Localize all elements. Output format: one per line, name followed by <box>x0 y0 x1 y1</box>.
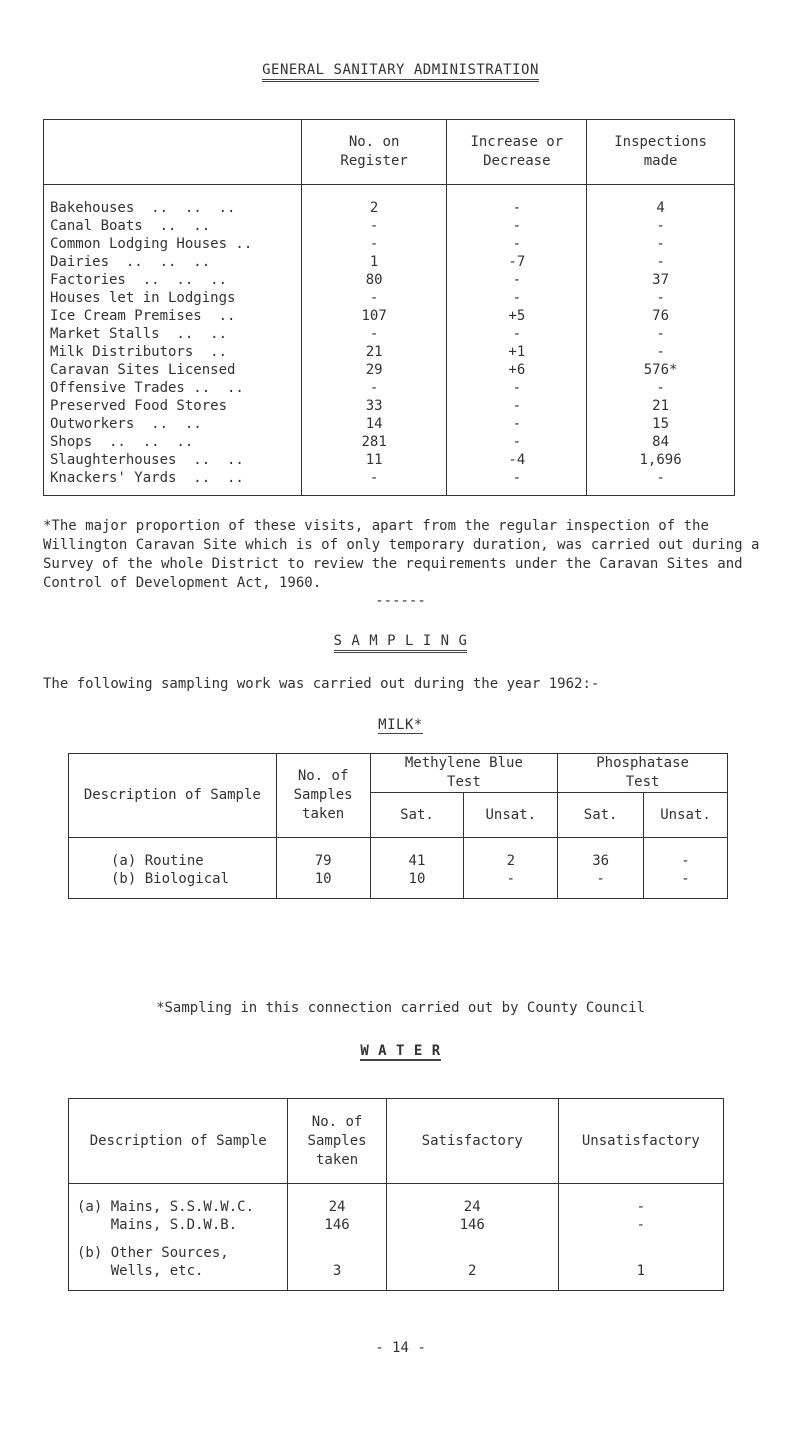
water-row-sat: 24 <box>386 1184 558 1217</box>
register-row-count: 29 <box>301 361 447 379</box>
register-row <box>44 433 735 451</box>
register-row-count: 14 <box>301 415 447 433</box>
milk-header-description: Description of Sample <box>69 754 277 838</box>
register-row-name: Market Stalls .. .. <box>44 325 302 343</box>
register-row-inspections: - <box>587 217 735 235</box>
water-header-unsatisfactory: Unsatisfactory <box>558 1099 723 1184</box>
water-table <box>68 1098 724 1291</box>
register-row <box>44 397 735 415</box>
sampling-intro: The following sampling work was carried out during the year 1962:- <box>43 676 600 692</box>
milk-heading: MILK* <box>378 717 423 733</box>
register-row <box>44 217 735 235</box>
milk-table <box>68 753 728 899</box>
register-row-count: 11 <box>301 451 447 469</box>
milk-row-ph-unsat: - <box>644 838 728 871</box>
register-row-change: +1 <box>447 343 587 361</box>
register-row-name: Canal Boats .. .. <box>44 217 302 235</box>
water-row-unsat: 1 <box>558 1262 723 1291</box>
register-row-inspections: 4 <box>587 185 735 218</box>
register-row-change: - <box>447 433 587 451</box>
register-row <box>44 379 735 397</box>
water-row-samples <box>288 1234 386 1262</box>
milk-header-ph-sat: Sat. <box>558 793 644 838</box>
register-row-change: - <box>447 289 587 307</box>
milk-row-samples: 10 <box>276 870 370 899</box>
register-row-inspections: - <box>587 235 735 253</box>
register-row-name: Preserved Food Stores <box>44 397 302 415</box>
water-row-samples: 146 <box>288 1216 386 1234</box>
milk-footnote: *Sampling in this connection carried out by County Council <box>156 1000 645 1016</box>
register-row-inspections: 1,696 <box>587 451 735 469</box>
register-row <box>44 361 735 379</box>
water-header-satisfactory: Satisfactory <box>386 1099 558 1184</box>
register-row-count: 107 <box>301 307 447 325</box>
milk-header-mb-unsat: Unsat. <box>464 793 558 838</box>
water-row-sat: 2 <box>386 1262 558 1291</box>
register-row-name: Houses let in Lodgings <box>44 289 302 307</box>
water-row-desc: Mains, S.D.W.B. <box>69 1216 288 1234</box>
register-row <box>44 451 735 469</box>
milk-header-ph-unsat: Unsat. <box>644 793 728 838</box>
register-row-count: - <box>301 217 447 235</box>
section-divider: ------ <box>375 593 426 609</box>
register-row-count: 21 <box>301 343 447 361</box>
register-row-count: 33 <box>301 397 447 415</box>
register-row-change: - <box>447 217 587 235</box>
milk-row-mb-sat: 41 <box>370 838 464 871</box>
milk-row-desc: (a) Routine <box>69 838 277 871</box>
register-row-change: +5 <box>447 307 587 325</box>
register-table <box>43 119 735 496</box>
milk-header-phosphatase: Phosphatase Test <box>558 754 728 793</box>
register-header-change: Increase or Decrease <box>447 120 587 185</box>
milk-row-ph-unsat: - <box>644 870 728 899</box>
register-row-change: - <box>447 379 587 397</box>
water-header-row <box>69 1099 724 1184</box>
register-row-change: - <box>447 469 587 496</box>
register-row-count: - <box>301 325 447 343</box>
register-row-name: Milk Distributors .. <box>44 343 302 361</box>
register-row-change: +6 <box>447 361 587 379</box>
register-row-change: - <box>447 235 587 253</box>
register-row <box>44 415 735 433</box>
register-row-inspections: 21 <box>587 397 735 415</box>
water-row <box>69 1262 724 1291</box>
register-row-count: - <box>301 289 447 307</box>
milk-row-ph-sat: - <box>558 870 644 899</box>
register-row-name: Ice Cream Premises .. <box>44 307 302 325</box>
sampling-heading-wrap <box>0 633 801 649</box>
water-heading-wrap <box>0 1043 801 1059</box>
milk-row-mb-unsat: 2 <box>464 838 558 871</box>
milk-row <box>69 870 728 899</box>
water-row-sat <box>386 1234 558 1262</box>
register-row-count: - <box>301 379 447 397</box>
register-row-change: - <box>447 325 587 343</box>
register-row <box>44 253 735 271</box>
water-row <box>69 1216 724 1234</box>
water-row-sat: 146 <box>386 1216 558 1234</box>
register-row-name: Dairies .. .. .. <box>44 253 302 271</box>
register-row-change: -7 <box>447 253 587 271</box>
water-row-samples: 3 <box>288 1262 386 1291</box>
water-row-unsat <box>558 1234 723 1262</box>
water-row-desc: Wells, etc. <box>69 1262 288 1291</box>
milk-header-methylene: Methylene Blue Test <box>370 754 558 793</box>
register-row-change: - <box>447 185 587 218</box>
milk-header-mb-sat: Sat. <box>370 793 464 838</box>
water-row <box>69 1234 724 1262</box>
milk-row-desc: (b) Biological <box>69 870 277 899</box>
register-row-inspections: - <box>587 343 735 361</box>
register-row-name: Factories .. .. .. <box>44 271 302 289</box>
water-header-description: Description of Sample <box>69 1099 288 1184</box>
register-row-inspections: 76 <box>587 307 735 325</box>
water-row-desc: (a) Mains, S.S.W.W.C. <box>69 1184 288 1217</box>
register-row-count: 281 <box>301 433 447 451</box>
water-row-unsat: - <box>558 1216 723 1234</box>
register-row-count: 1 <box>301 253 447 271</box>
register-row-inspections: - <box>587 289 735 307</box>
page-title-wrap <box>0 62 801 78</box>
register-header-blank <box>44 120 302 185</box>
register-row-change: - <box>447 271 587 289</box>
milk-row-samples: 79 <box>276 838 370 871</box>
register-row <box>44 271 735 289</box>
milk-header-samples: No. of Samples taken <box>276 754 370 838</box>
register-row-inspections: 84 <box>587 433 735 451</box>
register-header-row <box>44 120 735 185</box>
register-row-inspections: - <box>587 379 735 397</box>
register-row-name: Common Lodging Houses .. <box>44 235 302 253</box>
register-row-inspections: - <box>587 325 735 343</box>
water-heading: W A T E R <box>360 1043 441 1059</box>
water-header-samples: No. of Samples taken <box>288 1099 386 1184</box>
register-row <box>44 289 735 307</box>
register-header-register: No. on Register <box>301 120 447 185</box>
water-row-samples: 24 <box>288 1184 386 1217</box>
milk-row-mb-unsat: - <box>464 870 558 899</box>
register-row-name: Slaughterhouses .. .. <box>44 451 302 469</box>
register-footnote: *The major proportion of these visits, apart from the regular inspection of the Willington Caravan Site which is of only temporary duration, was carried out during a Survey of the whole District to review the requirements under the Caravan Sites and Control of Development Act, 1960. <box>43 518 760 591</box>
page-number: - 14 - <box>375 1340 426 1356</box>
milk-header-row-1 <box>69 754 728 793</box>
milk-row-ph-sat: 36 <box>558 838 644 871</box>
sampling-heading: S A M P L I N G <box>334 633 468 653</box>
register-row <box>44 343 735 361</box>
register-row-inspections: - <box>587 469 735 496</box>
register-row-inspections: - <box>587 253 735 271</box>
register-row-change: -4 <box>447 451 587 469</box>
register-row-name: Caravan Sites Licensed <box>44 361 302 379</box>
register-header-inspections: Inspections made <box>587 120 735 185</box>
register-row <box>44 185 735 218</box>
register-row <box>44 307 735 325</box>
register-row-inspections: 37 <box>587 271 735 289</box>
register-row-count: - <box>301 235 447 253</box>
register-row-count: 80 <box>301 271 447 289</box>
register-row-name: Knackers' Yards .. .. <box>44 469 302 496</box>
register-row <box>44 235 735 253</box>
register-row-inspections: 576* <box>587 361 735 379</box>
register-row-name: Outworkers .. .. <box>44 415 302 433</box>
milk-heading-wrap <box>0 717 801 733</box>
register-row-change: - <box>447 415 587 433</box>
milk-row <box>69 838 728 871</box>
register-row-name: Bakehouses .. .. .. <box>44 185 302 218</box>
register-row <box>44 325 735 343</box>
milk-row-mb-sat: 10 <box>370 870 464 899</box>
register-row-count: - <box>301 469 447 496</box>
register-row-inspections: 15 <box>587 415 735 433</box>
register-row-count: 2 <box>301 185 447 218</box>
water-row <box>69 1184 724 1217</box>
register-table-body <box>44 185 735 496</box>
water-row-unsat: - <box>558 1184 723 1217</box>
register-row-name: Shops .. .. .. <box>44 433 302 451</box>
register-row-change: - <box>447 397 587 415</box>
register-row-name: Offensive Trades .. .. <box>44 379 302 397</box>
water-row-desc: (b) Other Sources, <box>69 1234 288 1262</box>
page-title: GENERAL SANITARY ADMINISTRATION <box>262 62 539 82</box>
register-row <box>44 469 735 496</box>
